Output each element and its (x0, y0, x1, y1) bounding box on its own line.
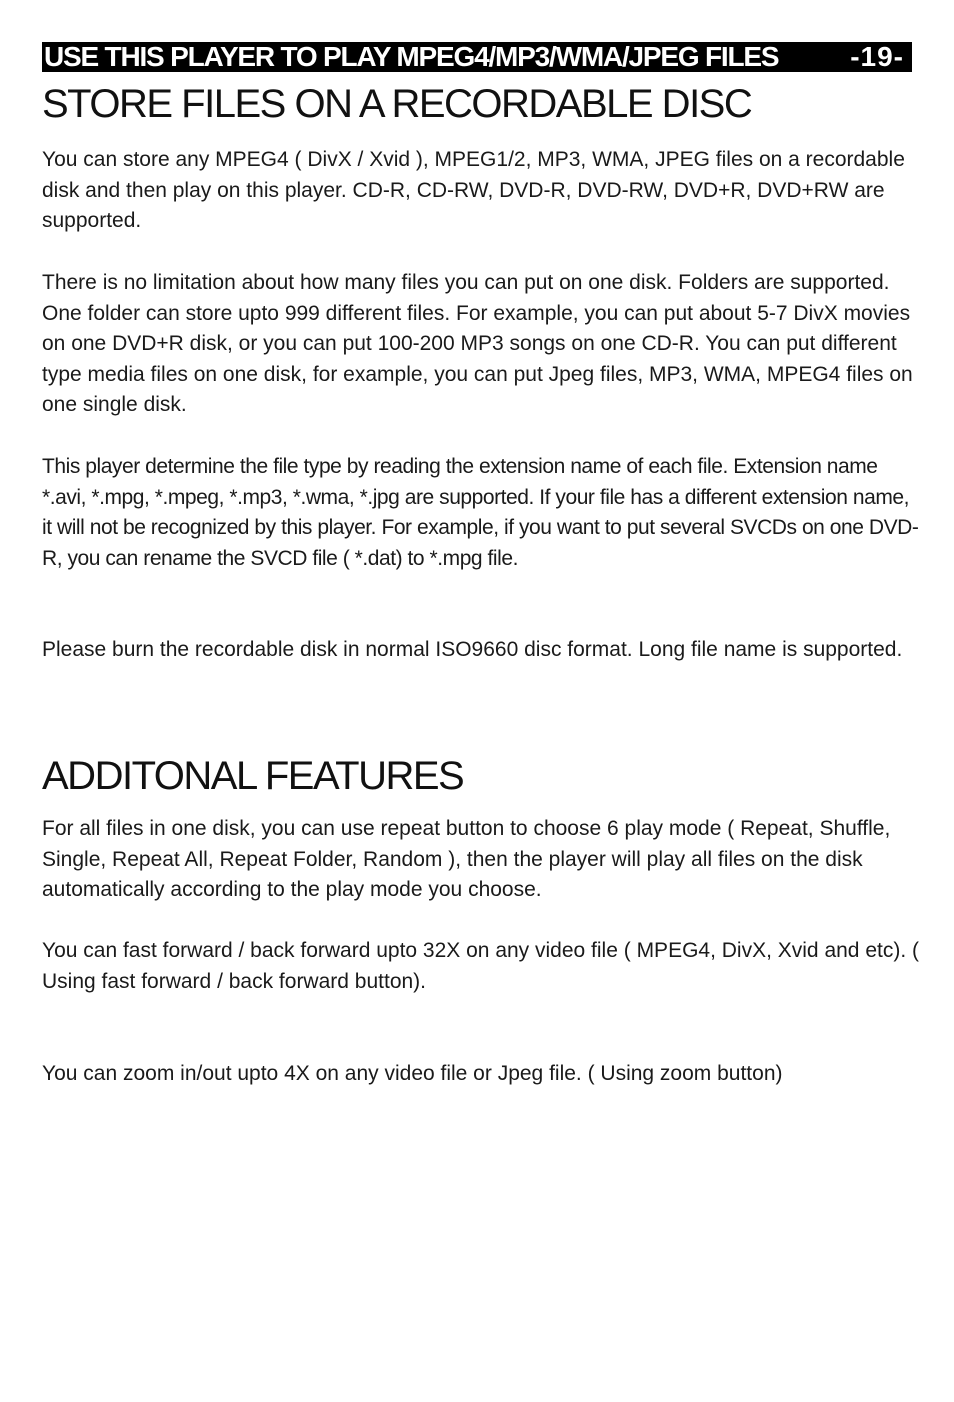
paragraph-file-extensions: This player determine the file type by reading the extension name of each file. Extension name *.avi, *.mpg, *.mpeg, *.mp3, *.wma, *.jpg are supported. If your file has a different extension name, it will not be recognized by this player. For example, if you want to put several SVCDs on one DVD-R, you can rename the SVCD file ( *.dat) to *.mpg file. (42, 455, 919, 570)
paragraph-file-limits: There is no limitation about how many files you can put on one disk. Folders are supported. One folder can store upto 999 different files. For example, you can put about 5-7 DivX movies on one DVD+R disk, or you can put 100-200 MP3 songs on one CD-R. You can put different type media files on one disk, for example, you can put Jpeg files, MP3, WMA, MPEG4 files on one single disk. (42, 271, 913, 417)
paragraph-supported-formats: You can store any MPEG4 ( DivX / Xvid ), MPEG1/2, MP3, WMA, JPEG files on a recordable disk and then play on this player. CD-R, CD-RW, DVD-R, DVD-RW, DVD+R, DVD+RW are supported. (42, 148, 905, 233)
section-title-store-files: STORE FILES ON A RECORDABLE DISC (42, 82, 752, 126)
header-title: USE THIS PLAYER TO PLAY MPEG4/MP3/WMA/JPEG FILES (44, 41, 779, 72)
page-header-bar (42, 42, 912, 72)
paragraph-zoom: You can zoom in/out upto 4X on any video file or Jpeg file. ( Using zoom button) (42, 1062, 783, 1085)
paragraph-play-modes: For all files in one disk, you can use repeat button to choose 6 play mode ( Repeat, Shuffle, Single, Repeat All, Repeat Folder, Random ), then the player will play all files on the disk automatically according to the play mode you choose. (42, 817, 891, 902)
page-number: -19- (850, 41, 904, 72)
paragraph-disc-format: Please burn the recordable disk in normal ISO9660 disc format. Long file name is supported. (42, 638, 903, 661)
paragraph-fast-forward: You can fast forward / back forward upto 32X on any video file ( MPEG4, DivX, Xvid and etc). ( Using fast forward / back forward button). (42, 939, 919, 993)
section-title-additional-features: ADDITONAL FEATURES (42, 754, 464, 798)
